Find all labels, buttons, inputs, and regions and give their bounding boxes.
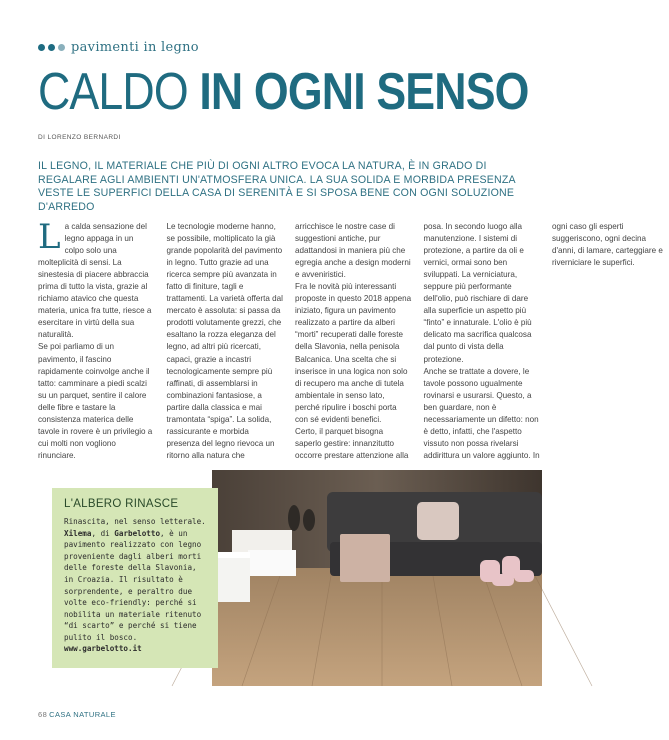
article-body: [38, 217, 663, 463]
page-title: [38, 62, 529, 122]
body-paragraph: Certo, il parquet bisogna saperlo gestire: innanzitutto occorre prestare attenzione alla posa. In secondo luogo alla manutenzione. I sistemi di protezione, a partire da oli e vernici, ormai sono ben sviluppati. La verniciatura, seppure più performante dell'olio, può rischiare di dare alla superficie un aspetto più “finto” e innaturale. L'olio è più delicato ma sacrifica qualcosa dal punto di vista della protezione.: [295, 222, 532, 460]
body-paragraph: Fra le novità più interessanti proposte in questo 2018 appena iniziato, figura un pavimento realizzato a partire da alberi “morti” recuperati dalle foreste della Slavonia, nella penisola Balcanica. Una scelta che si inserisce in una logica non solo di recupero ma anche di tutela ambientale in senso lato, perché ripulire i boschi porta con sé evidenti benefici.: [295, 282, 412, 424]
sidebar-text: Rinascita, nel senso letterale. Xilema, di Garbelotto, è un pavimento realizzato con legno proveniente dagli alberi morti delle foreste della Slavonia, in Croazia. Il risultato è sorprendente, e peraltro due volte eco-friendly: perché si nobilita un materiale ritenuto “di scarto” e perché si tiene pulito il bosco.: [64, 517, 206, 642]
company-name: Garbelotto: [114, 528, 161, 538]
sidebar-title: L'ALBERO RINASCE: [64, 498, 179, 510]
drop-cap: L: [38, 217, 61, 257]
title-word-bold: IN OGNI SENSO: [199, 63, 529, 121]
lead-paragraph: IL LEGNO, IL MATERIALE CHE PIÙ DI OGNI ALTRO EVOCA LA NATURA, È IN GRADO DI REGALARE AGLI AMBIENTI UN'ATMOSFERA UNICA. LA SUA SOLIDA E MORBIDA PRESENZA VESTE LE SUPERFICI DELLA CASA DI SERENITÀ E SI SPOSA BENE CON OGNI SOLUZIONE D'ARREDO: [38, 160, 516, 213]
living-room-photo: [212, 470, 542, 686]
magazine-name: CASA NATURALE: [49, 710, 116, 719]
body-paragraph: Anche se trattate a dovere, le tavole possono ugualmente rovinarsi e usurarsi. Questo, a ben guardare, non è necessariamente un difetto: non è detto, infatti, che l'aspetto vissuto non possa rivelarsi addirittura un valore aggiunto. In ogni caso gli esperti suggeriscono, ogni decina d'anni, di lamare, carteggiare e riverniciare le superfici.: [423, 222, 663, 460]
body-paragraph: Se poi parliamo di un pavimento, il fascino rapidamente coinvolge anche il tatto: camminare a piedi scalzi su un parquet, sentire il calore delle fibre e tastare la consistenza materica delle tavole in rovere è un privilegio a cui molti non vogliono rinunciare.: [38, 342, 153, 460]
title-word-light: CALDO: [38, 63, 188, 121]
website-link[interactable]: www.garbelotto.it: [64, 643, 142, 653]
product-name: Xilema: [64, 528, 92, 538]
body-paragraph: Le tecnologie moderne hanno, se possibile, moltiplicato la già grande popolarità del pavimento in legno. Tutto grazie ad una ricerca sempre più avanzata in fatto di finiture, tagli e trattamenti. La varietà offerta dal mercato è assoluta: si passa da prodotti volutamente grezzi, che esaltano la rozza eleganza del legno, ad altri più ricercati, capaci, grazie a incastri tecnologicamente sempre più raffinati, di assemblarsi in combinazioni fantasiose, a partire dalla classica e mai tramontata “spiga”. La solida, rassicurante e morbida presenza del legno rievoca un ritorno alla natura che arricchisce le nostre case di suggestioni antiche, pur adattandosi in maniera più che egregia anche a design moderni e avveniristici.: [166, 222, 411, 460]
kicker-text: pavimenti in legno: [71, 40, 199, 55]
kicker-dots-icon: [38, 44, 65, 51]
byline: DI LORENZO BERNARDI: [38, 134, 121, 141]
page-footer: [38, 710, 116, 719]
section-kicker: [38, 40, 199, 55]
sidebar-box: [52, 488, 218, 668]
page-number: 68: [38, 710, 48, 719]
body-paragraph: La calda sensazione del legno appaga in un colpo solo una molteplicità di sensi. La sinestesia di piacere abbraccia prima di tutto la vista, grazie al richiamo atavico che questa materia, unica fra tutte, riesce a esercitare in virtù della sua naturalità.: [38, 217, 152, 340]
